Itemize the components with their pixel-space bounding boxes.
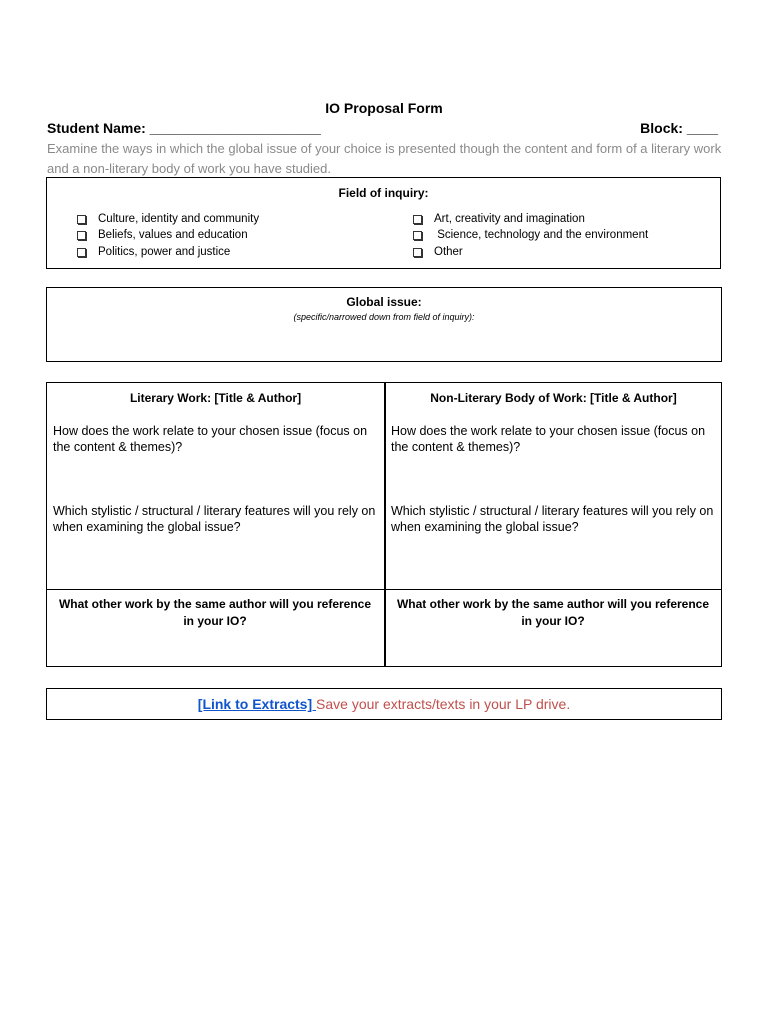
- global-issue-subtitle: (specific/narrowed down from field of inquiry):: [293, 312, 475, 322]
- option-label: Politics, power and justice: [98, 246, 231, 258]
- block-field: Block: ____: [640, 120, 718, 136]
- nonliterary-features-question: Which stylistic / structural / literary features will you rely on when examining the global issue?: [391, 504, 714, 534]
- extracts-box: [46, 688, 722, 720]
- page-title: IO Proposal Form: [325, 100, 443, 116]
- field-of-inquiry-box: [46, 177, 721, 269]
- option-label: Science, technology and the environment: [434, 229, 649, 241]
- option-politics[interactable]: [77, 246, 230, 258]
- column-divider: [384, 383, 386, 666]
- extracts-link[interactable]: [Link to Extracts]: [197, 696, 317, 712]
- option-science[interactable]: [413, 229, 648, 241]
- global-issue-title: Global issue:: [346, 295, 422, 309]
- option-art[interactable]: [413, 213, 585, 225]
- checkbox-icon[interactable]: [77, 215, 86, 224]
- checkbox-icon[interactable]: [77, 231, 86, 240]
- option-label: Beliefs, values and education: [98, 229, 248, 241]
- checkbox-icon[interactable]: [77, 248, 86, 257]
- option-label: Art, creativity and imagination: [434, 213, 585, 225]
- checkbox-icon[interactable]: [413, 215, 422, 224]
- option-label: Other: [434, 246, 463, 258]
- literary-relate-question: How does the work relate to your chosen issue (focus on the content & themes)?: [53, 424, 368, 454]
- checkbox-icon[interactable]: [413, 248, 422, 257]
- option-other[interactable]: [413, 246, 463, 258]
- nonliterary-work-heading[interactable]: Non-Literary Body of Work: [Title & Author]: [430, 391, 677, 405]
- nonliterary-other-work-question: What other work by the same author will you reference in your IO?: [396, 597, 710, 628]
- instructions-text: Examine the ways in which the global issue of your choice is presented though the content and form of a literary work and a non-literary body of work you have studied.: [47, 141, 722, 176]
- extracts-note: Save your extracts/texts in your LP drive.: [316, 696, 571, 712]
- global-issue-box[interactable]: [46, 287, 722, 362]
- literary-other-work-question: What other work by the same author will you reference in your IO?: [58, 597, 372, 628]
- works-table: [46, 382, 722, 667]
- option-beliefs[interactable]: [77, 229, 248, 241]
- nonliterary-relate-question: How does the work relate to your chosen issue (focus on the content & themes)?: [391, 424, 706, 454]
- option-label: Culture, identity and community: [98, 213, 260, 225]
- literary-work-heading[interactable]: Literary Work: [Title & Author]: [129, 391, 302, 405]
- student-name-field: Student Name: ______________________: [47, 120, 321, 136]
- option-culture[interactable]: [77, 213, 259, 225]
- literary-features-question: Which stylistic / structural / literary features will you rely on when examining the global issue?: [53, 504, 376, 534]
- checkbox-icon[interactable]: [413, 231, 422, 240]
- field-of-inquiry-title: Field of inquiry:: [338, 186, 429, 200]
- row-divider: [47, 589, 721, 590]
